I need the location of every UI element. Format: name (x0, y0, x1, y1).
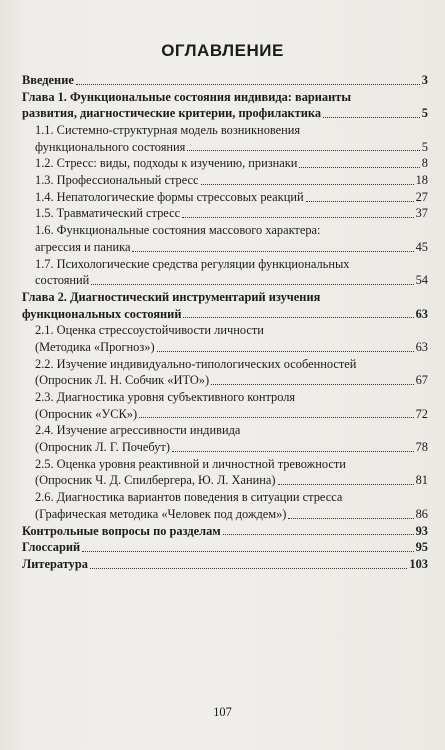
toc-entry-text: 2.3. Диагностика уровня субъективного контроля (35, 390, 296, 405)
dot-leader (132, 251, 413, 252)
dot-leader (323, 117, 420, 118)
dot-leader (172, 451, 414, 452)
toc-entry-text: Глоссарий (22, 540, 81, 555)
toc-page-number: 81 (415, 473, 428, 488)
dot-leader (76, 84, 420, 85)
toc-entry-text: 1.6. Функциональные состояния массового характера: (35, 223, 321, 238)
toc-entry (22, 256, 428, 289)
toc-entry-text: (Графическая методика «Человек под дождем») (35, 506, 287, 521)
toc-page-number: 45 (415, 239, 428, 254)
toc-entry (22, 539, 428, 556)
toc-entry-text: (Опросник «УСК») (35, 406, 138, 421)
toc-page-number: 5 (421, 106, 428, 121)
toc-entry-text: 1.5. Травматический стресс (35, 206, 181, 221)
toc-page-number: 63 (415, 339, 428, 354)
toc-entry-text: 1.2. Стресс: виды, подходы к изучению, признаки (35, 156, 298, 171)
toc-entry-text: (Опросник Л. Г. Почебут) (35, 440, 170, 455)
toc-entry (22, 556, 428, 573)
dot-leader (183, 317, 413, 318)
dot-leader (82, 551, 413, 552)
toc-entry (22, 422, 428, 455)
toc-entry-text: 2.5. Оценка уровня реактивной и личностной тревожности (35, 456, 346, 471)
toc-entry (22, 489, 428, 522)
dot-leader (187, 150, 419, 151)
toc-page-number: 103 (409, 556, 428, 571)
toc-page-number: 86 (415, 506, 428, 521)
toc-entry (22, 206, 428, 223)
dot-leader (223, 534, 414, 535)
toc-entry-text: Глава 1. Функциональные состояния индивида: варианты (22, 89, 352, 104)
dot-leader (201, 184, 414, 185)
toc-page-number: 67 (415, 373, 428, 388)
toc-page-number: 37 (415, 206, 428, 221)
toc-entry (22, 89, 428, 122)
toc-entry-text: 1.7. Психологические средства регуляции функциональных (35, 256, 350, 271)
toc-page-number: 27 (415, 189, 428, 204)
toc-entry (22, 189, 428, 206)
page-number: 107 (213, 705, 232, 719)
toc-entry-text: агрессия и паника (35, 239, 131, 254)
page-title: ОГЛАВЛЕНИЕ (161, 41, 284, 60)
table-of-contents (22, 72, 428, 573)
toc-entry-text: 1.1. Системно-структурная модель возникновения (35, 123, 301, 138)
toc-entry-text: функциональных состояний (22, 306, 182, 321)
toc-entry (22, 72, 428, 89)
toc-entry-text: (Опросник Л. Н. Собчик «ИТО») (35, 373, 210, 388)
toc-entry (22, 389, 428, 422)
dot-leader (306, 201, 414, 202)
toc-entry-text: 2.6. Диагностика вариантов поведения в ситуации стресса (35, 490, 343, 505)
toc-entry-text: (Опросник Ч. Д. Спилбергера, Ю. Л. Ханина) (35, 473, 276, 488)
toc-entry (22, 122, 428, 155)
toc-page-number: 93 (415, 523, 428, 538)
toc-entry-text: функционального состояния (35, 139, 186, 154)
toc-page-number: 54 (415, 273, 428, 288)
dot-leader (299, 167, 419, 168)
toc-entry (22, 289, 428, 322)
dot-leader (278, 484, 414, 485)
toc-entry-text: Введение (22, 72, 74, 87)
toc-entry (22, 356, 428, 389)
toc-page-number: 95 (415, 540, 428, 555)
toc-entry (22, 523, 428, 540)
toc-page-number: 3 (421, 72, 428, 87)
toc-page-number: 5 (421, 139, 428, 154)
toc-entry-text: Глава 2. Диагностический инструментарий изучения (22, 289, 321, 304)
toc-entry-text: состояний (35, 273, 90, 288)
dot-leader (139, 417, 414, 418)
toc-page-number: 18 (415, 173, 428, 188)
toc-page-number: 63 (415, 306, 428, 321)
toc-entry-text: (Методика «Прогноз») (35, 339, 155, 354)
toc-entry-text: 2.4. Изучение агрессивности индивида (35, 423, 241, 438)
dot-leader (157, 351, 414, 352)
toc-entry-text: 2.1. Оценка стрессоустойчивости личности (35, 323, 264, 338)
toc-entry (22, 456, 428, 489)
dot-leader (288, 518, 413, 519)
toc-entry (22, 322, 428, 355)
toc-entry-text: Литература (22, 556, 88, 571)
dot-leader (91, 284, 413, 285)
toc-entry-text: 1.4. Непатологические формы стрессовых реакций (35, 189, 304, 204)
toc-entry (22, 222, 428, 255)
toc-entry-text: развития, диагностические критерии, профилактика (22, 106, 322, 121)
toc-entry-text: Контрольные вопросы по разделам (22, 523, 221, 538)
toc-entry (22, 155, 428, 172)
toc-entry-text: 2.2. Изучение индивидуально-типологических особенностей (35, 356, 357, 371)
toc-entry-text: 1.3. Профессиональный стресс (35, 173, 199, 188)
dot-leader (182, 217, 414, 218)
toc-page-number: 72 (415, 406, 428, 421)
dot-leader (211, 384, 413, 385)
toc-entry (22, 172, 428, 189)
toc-page-number: 78 (415, 440, 428, 455)
toc-page-number: 8 (421, 156, 428, 171)
dot-leader (90, 568, 407, 569)
